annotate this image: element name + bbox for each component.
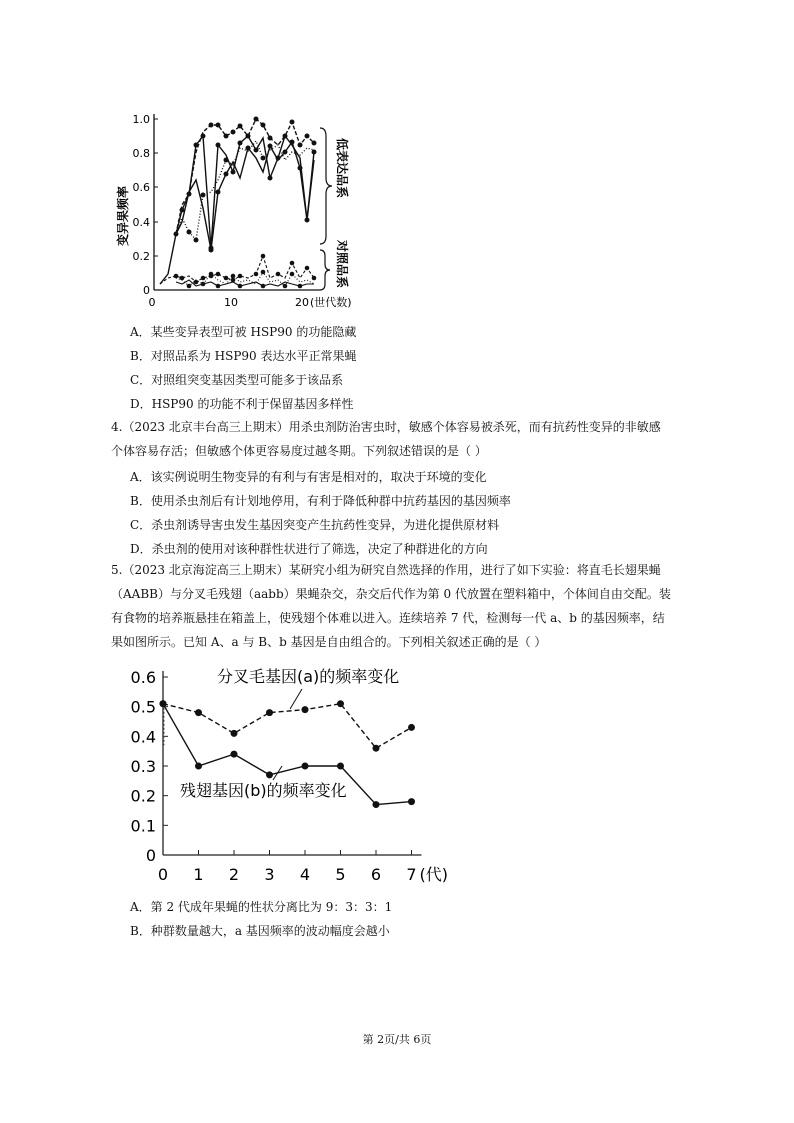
x-tick-label: 2	[228, 865, 240, 884]
q3-option-d: D．HSP90 的功能不利于保留基因多样性	[130, 397, 354, 411]
series-label-a: 分叉毛基因(a)的频率变化	[217, 667, 400, 686]
y-tick-label: 0.5	[130, 697, 156, 717]
x-tick-label: 5	[335, 865, 346, 884]
data-point	[266, 771, 273, 778]
x-tick-label: 20	[295, 296, 309, 309]
q5-option-a: A．第 2 代成年果蝇的性状分离比为 9：3：3：1	[130, 900, 393, 914]
data-point	[337, 763, 344, 770]
page-footer: 第 2页/共 6页	[362, 1033, 432, 1046]
y-tick-label: 0.1	[130, 816, 156, 836]
y-tick-label: 0.6	[132, 181, 150, 194]
bracket-low	[320, 128, 332, 244]
data-point	[160, 700, 167, 707]
data-point	[373, 801, 380, 808]
data-point	[231, 730, 238, 737]
q5-stem: 5.（2023 北京海淀高三上期末）某研究小组为研究自然选择的作用，进行了如下实验：将直毛长翅果蝇（AABB）与分叉毛残翅（aabb）果蝇杂交，杂交后代作为第 0 代放置在塑料箱中，个体间自由交配。装有食物的培养瓶悬挂在箱盖上，使残翅个体难以进入。连续培养 7 代，检测每一代 a、b 的基因频率，结果如图所示。已知 A、a 与 B、b 基因是自由组合的。下列相关叙述正确的是（ ）	[111, 563, 671, 649]
q4-option-c: C．杀虫剂诱导害虫发生基因突变产生抗药性变异，为进化提供原材料	[130, 518, 500, 532]
y-tick-label: 0.4	[132, 216, 150, 229]
x-tick-label: 0	[148, 296, 156, 309]
hsp90-chart	[110, 108, 370, 313]
data-point	[195, 763, 202, 770]
y-tick-label: 0.8	[132, 147, 150, 160]
series-label-b: 残翅基因(b)的频率变化	[180, 781, 347, 800]
y-tick-label: 0.4	[130, 727, 156, 747]
y-axis-label: 变异果频率	[116, 185, 130, 246]
y-tick-label: 0	[145, 846, 156, 865]
data-point	[408, 724, 415, 731]
series-line-b	[176, 119, 314, 234]
data-point	[195, 709, 202, 716]
bracket-ctrl	[320, 250, 330, 290]
data-point	[302, 706, 309, 713]
x-tick-label: 6	[370, 865, 382, 884]
x-tick-label: 4	[299, 865, 311, 884]
x-tick-label: 3	[264, 865, 275, 884]
y-tick-label: 0.6	[130, 668, 156, 687]
y-tick-label: 0.3	[130, 757, 156, 776]
series-line-c	[176, 141, 314, 240]
q4-option-b: B．使用杀虫剂后有计划地停用，有利于降低种群中抗药基因的基因频率	[130, 494, 511, 508]
data-point	[302, 763, 309, 770]
data-point	[337, 700, 344, 707]
y-tick-label: 1.0	[132, 113, 150, 126]
data-point	[408, 798, 415, 805]
q4-stem: 4.（2023 北京丰台高三上期末）用杀虫剂防治害虫时，敏感个体容易被杀死，而有抗药性变异的非敏感个体容易存活；但敏感个体更容易度过越冬期。下列叙述错误的是（ ）	[111, 420, 661, 458]
y-tick-label: 0.2	[130, 786, 156, 806]
q4-option-a: A．该实例说明生物变异的有利与有害是相对的，取决于环境的变化	[130, 470, 487, 484]
x-tick-label: 0	[157, 865, 169, 884]
series-line-d	[176, 142, 314, 250]
q4-option-d: D．杀虫剂的使用对该种群性状进行了筛选，决定了种群进化的方向	[130, 542, 488, 556]
q3-option-b: B．对照品系为 HSP90 表达水平正常果蝇	[130, 349, 357, 363]
series-pointer-a	[290, 689, 302, 709]
x-tick-label: 10	[224, 296, 238, 309]
x-tick-label: 7	[406, 865, 417, 884]
data-point	[373, 745, 380, 752]
y-tick-label: 0	[143, 284, 150, 297]
x-unit-label: (世代数)	[310, 296, 352, 309]
q3-option-a: A．某些变异表型可被 HSP90 的功能隐藏	[130, 325, 357, 339]
x-tick-label: 1	[193, 865, 204, 884]
data-point	[266, 709, 273, 716]
gene-frequency-chart	[120, 660, 460, 890]
bracket-low-label: 低表达品系	[335, 138, 349, 199]
x-unit-label: (代)	[419, 865, 448, 884]
y-tick-label: 0.2	[132, 250, 150, 263]
q5-option-b: B．种群数量越大，a 基因频率的波动幅度会越小	[130, 924, 390, 938]
bracket-ctrl-label: 对照品系	[335, 240, 349, 289]
data-point	[231, 751, 238, 758]
q3-option-c: C．对照组突变基因类型可能多于该品系	[130, 373, 344, 387]
